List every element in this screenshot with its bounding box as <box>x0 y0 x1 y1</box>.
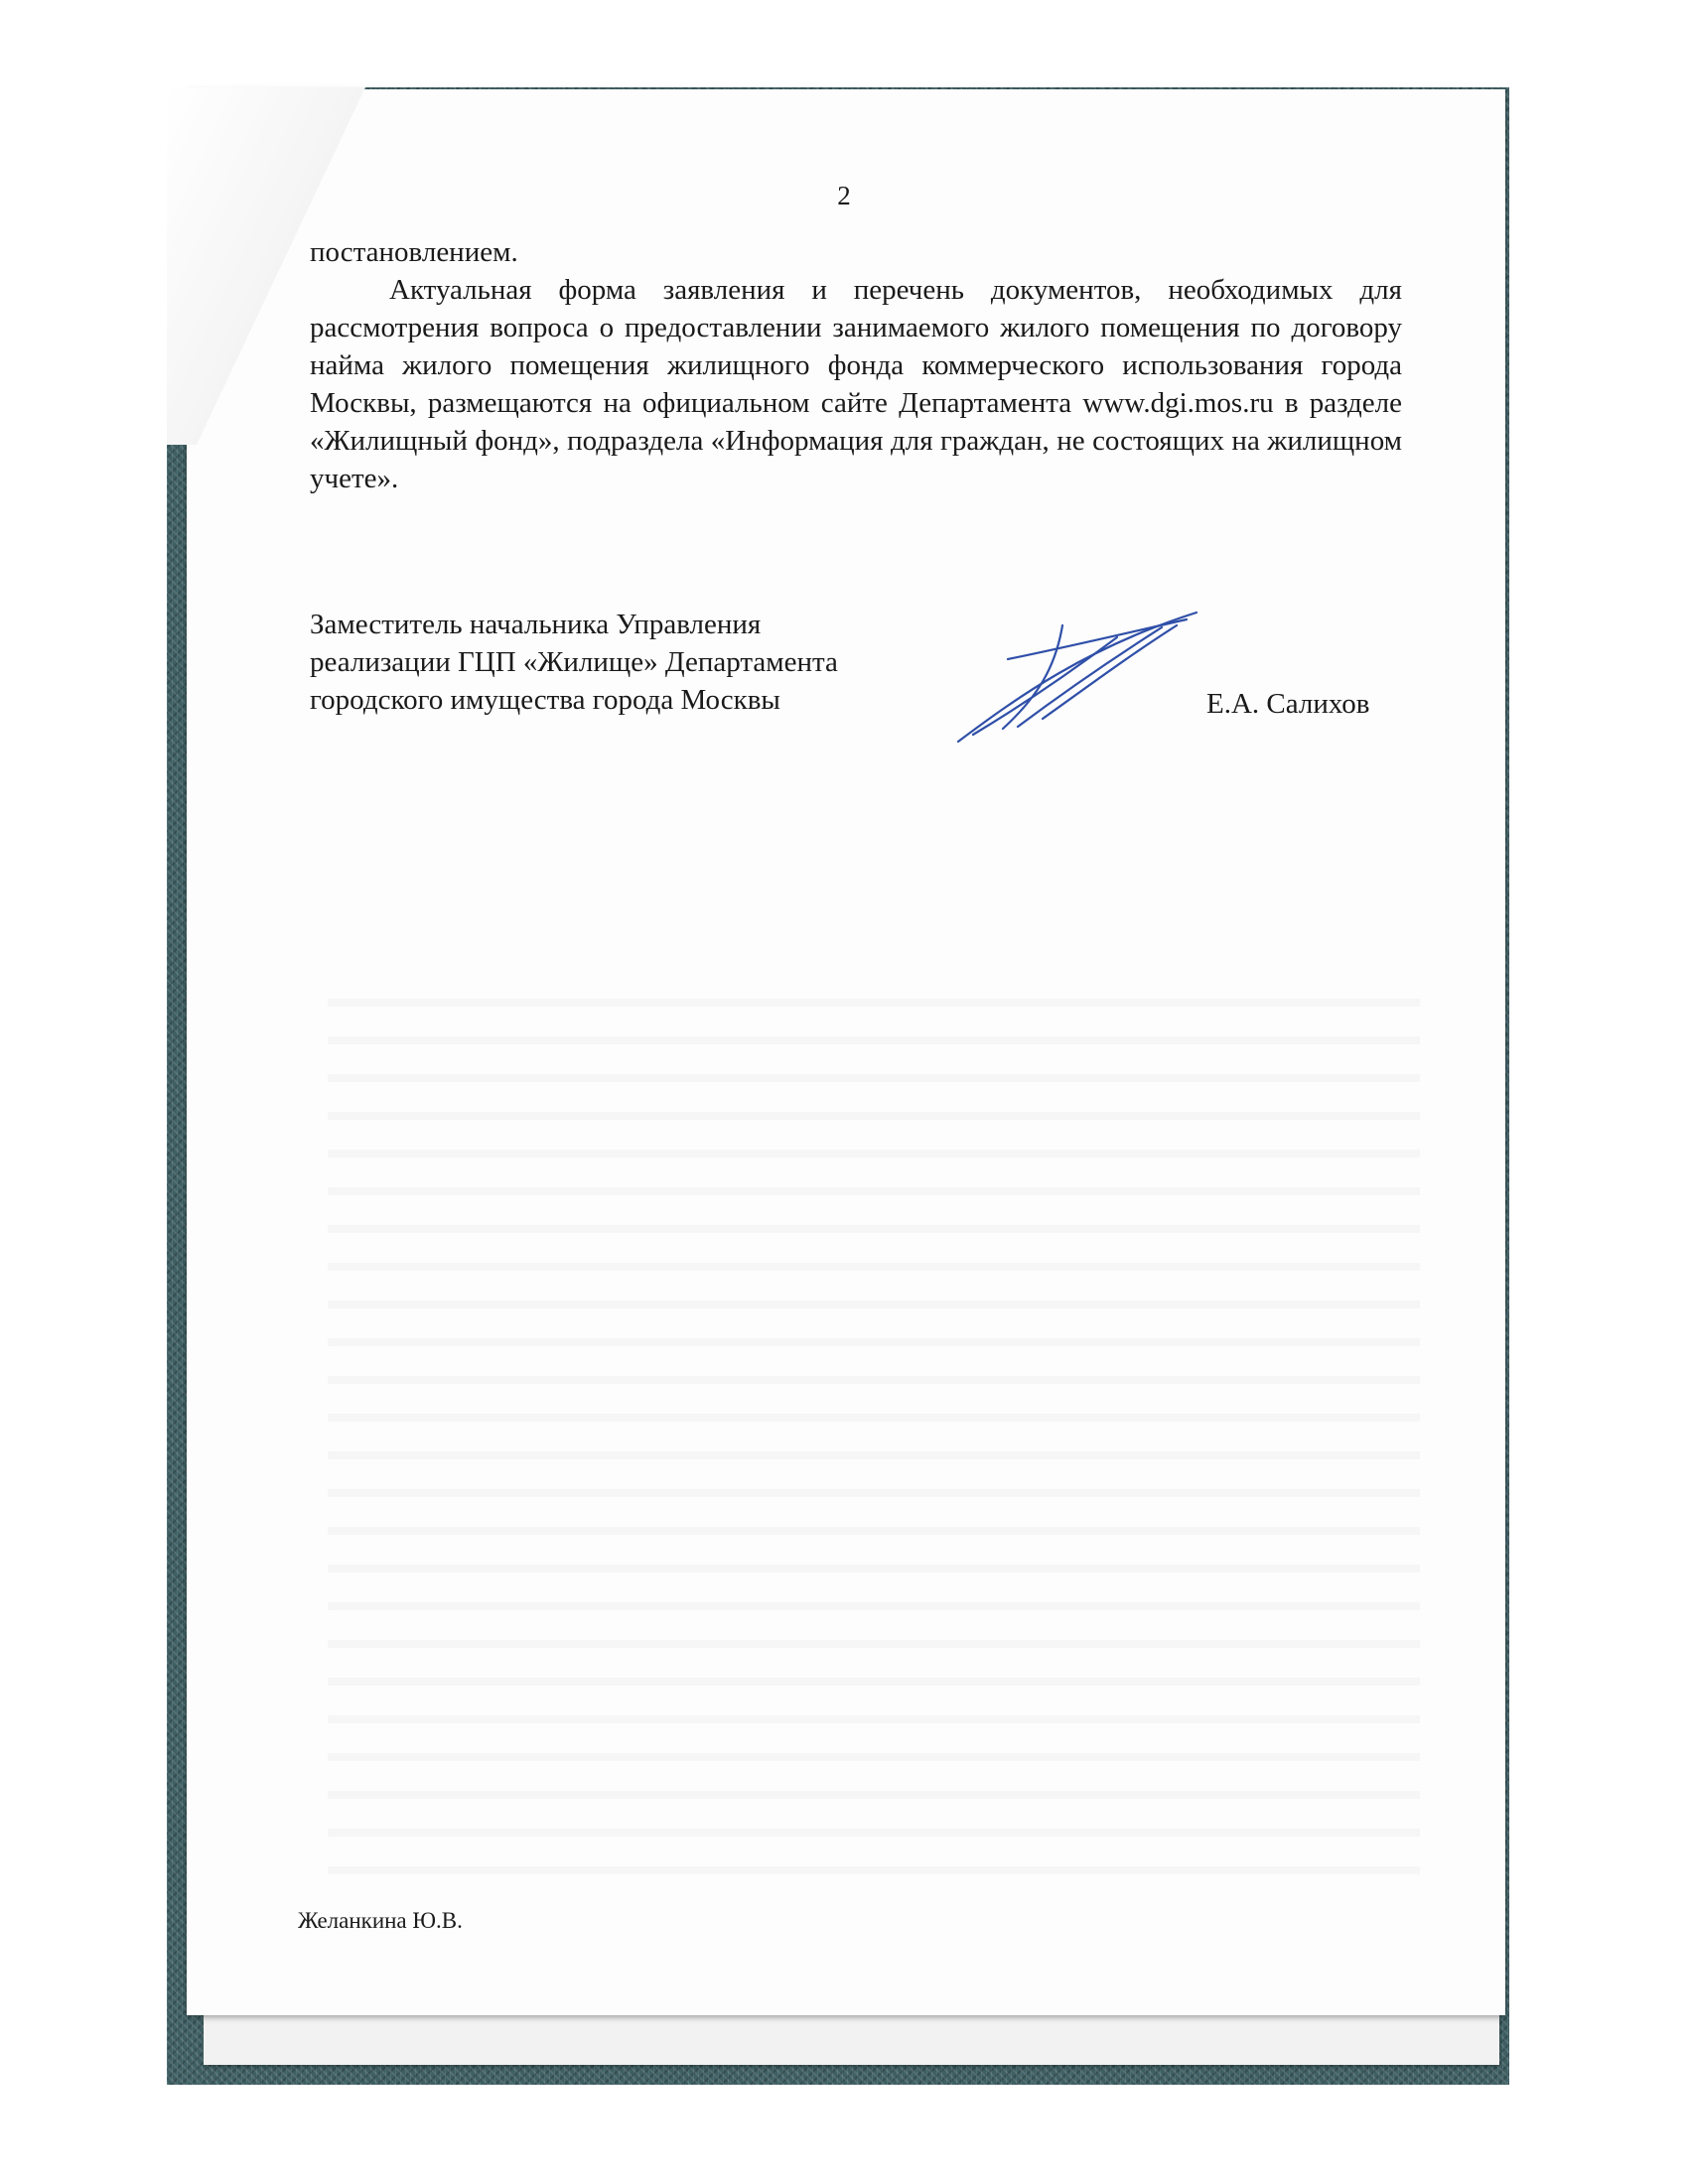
paragraph-continuation: постановлением. <box>310 236 518 268</box>
executor-name: Желанкина Ю.В. <box>298 1908 463 1933</box>
underlying-sheet <box>204 2010 1499 2065</box>
signatory-title-line: реализации ГЦП «Жилище» Департамента <box>310 646 838 678</box>
signatory-title-line: Заместитель начальника Управления <box>310 609 762 640</box>
paragraph-main: Актуальная форма заявления и перечень документов, необходимых для рассмотрения вопроса о предоставлении занимаемого жилого помещения по договору найма жилого помещения жилищного фонда коммерческого использования города Москвы, размещаются на официальном сайте Департамента www.dgi.mos.ru в разделе «Жилищный фонд», подраздела «Информация для граждан, не состоящих на жилищном учете». <box>310 274 1402 494</box>
letter-body <box>310 233 1402 497</box>
signatory-name: Е.А. Салихов <box>1206 688 1370 720</box>
show-through-text <box>328 973 1420 1886</box>
handwritten-signature <box>948 608 1206 747</box>
signatory-title <box>310 606 906 719</box>
page-number: 2 <box>837 181 851 210</box>
signatory-title-line: городского имущества города Москвы <box>310 684 780 716</box>
